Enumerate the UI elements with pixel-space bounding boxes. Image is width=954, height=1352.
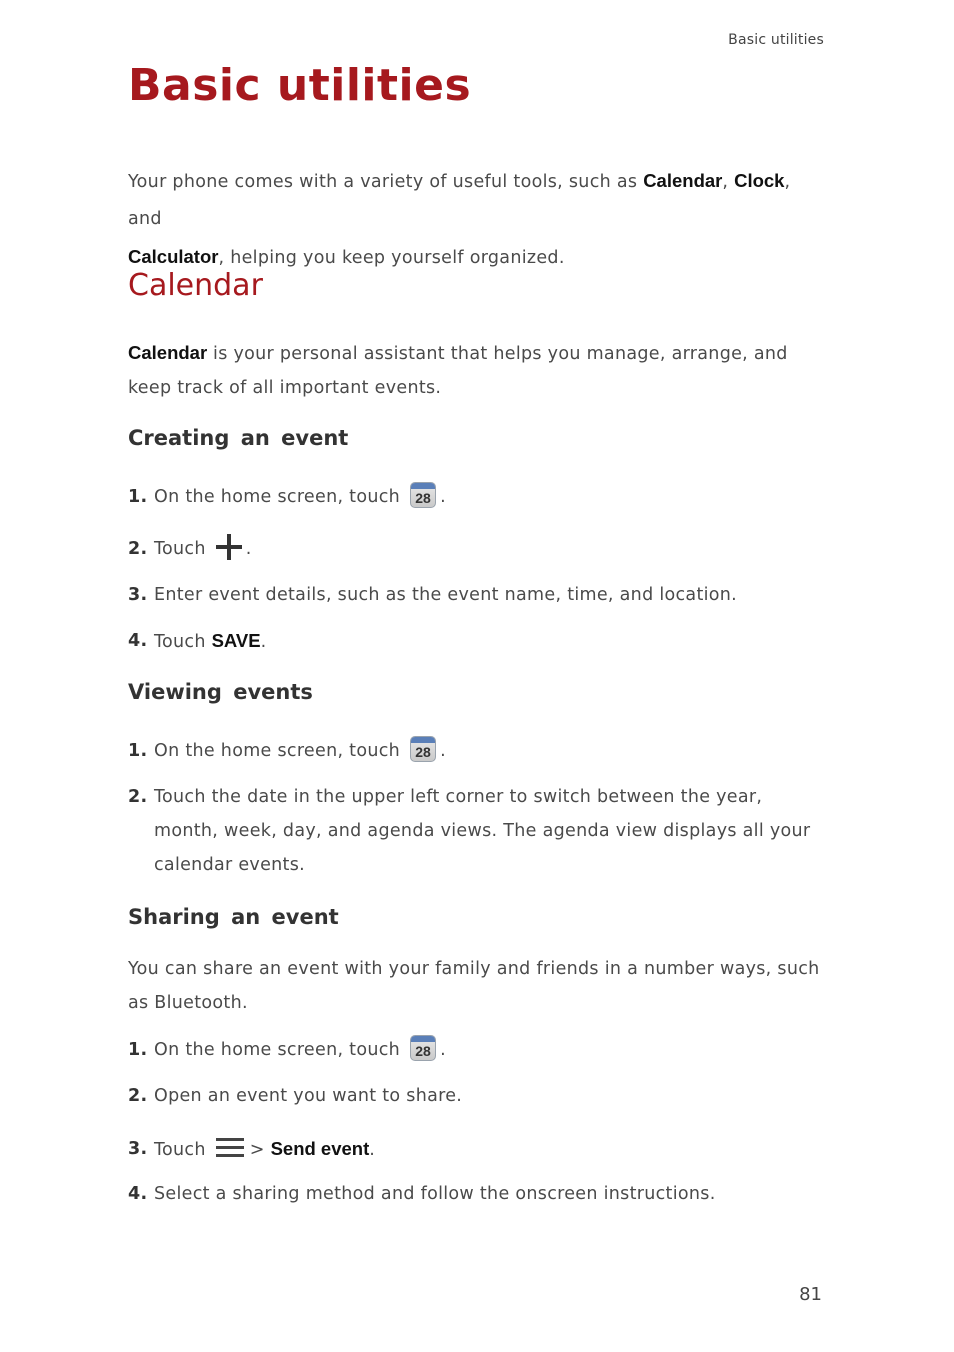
sharing-intro: You can share an event with your family and friends in a number ways, such as Bluetooth. xyxy=(128,959,820,1013)
step-text: Enter event details, such as the event name, time, and location. xyxy=(154,585,738,605)
menu-icon xyxy=(216,1138,244,1158)
step-number: 3. xyxy=(128,1139,148,1159)
sharing-step-1: 1. On the home screen, touch 28 . xyxy=(128,1033,828,1067)
creating-step-4: 4. Touch SAVE. xyxy=(128,624,828,659)
step-number: 1. xyxy=(128,1040,148,1060)
intro-text-1: Your phone comes with a variety of useful tools, such as xyxy=(128,172,644,192)
section-title-calendar: Calendar xyxy=(128,268,263,303)
viewing-step-1: 1. On the home screen, touch 28 . xyxy=(128,734,828,768)
intro-text-4: , helping you keep yourself organized. xyxy=(218,248,565,268)
calendar-app-icon: 28 xyxy=(410,482,436,508)
term-clock: Clock xyxy=(734,170,785,191)
intro-text-2: , xyxy=(722,172,735,192)
term-send-event: Send event xyxy=(270,1138,370,1159)
step-text: Touch xyxy=(154,632,212,652)
creating-step-1: 1. On the home screen, touch 28 . xyxy=(128,480,828,514)
step-number: 4. xyxy=(128,1184,148,1204)
sharing-step-2 xyxy=(128,1079,828,1113)
step-number: 2. xyxy=(128,787,148,807)
step-text: Touch xyxy=(154,539,206,559)
step-text: Touch xyxy=(154,1140,206,1160)
page-title: Basic utilities xyxy=(128,60,472,111)
step-number: 3. xyxy=(128,585,148,605)
page-number: 81 xyxy=(799,1284,822,1305)
intro-paragraph xyxy=(128,162,828,277)
calendar-app-icon: 28 xyxy=(410,1035,436,1061)
calendar-intro xyxy=(128,336,828,405)
step-number: 1. xyxy=(128,487,148,507)
calendar-app-icon: 28 xyxy=(410,736,436,762)
term-calendar: Calendar xyxy=(643,170,723,191)
sharing-step-3: 3. Touch > Send event. xyxy=(128,1132,828,1167)
step-text: Open an event you want to share. xyxy=(154,1086,463,1106)
plus-icon xyxy=(216,534,242,560)
step-text: Select a sharing method and follow the onscreen instructions. xyxy=(154,1184,716,1204)
term-calendar-intro: Calendar xyxy=(128,342,208,363)
intro-text-3: , and xyxy=(128,172,791,229)
viewing-step-2 xyxy=(128,780,828,882)
heading-viewing-events: Viewing events xyxy=(128,680,313,704)
step-text: On the home screen, touch xyxy=(154,487,401,507)
step-text: Touch the date in the upper left corner to switch between the year, month, week, day, and agenda views. The agenda view displays all your calendar events. xyxy=(154,787,811,875)
term-calculator: Calculator xyxy=(128,246,219,267)
step-text: On the home screen, touch xyxy=(154,1040,401,1060)
term-save: SAVE xyxy=(211,630,261,651)
step-number: 2. xyxy=(128,1086,148,1106)
creating-step-2: 2. Touch . xyxy=(128,532,828,566)
running-header: Basic utilities xyxy=(728,32,824,48)
creating-step-3 xyxy=(128,578,828,612)
sharing-step-4 xyxy=(128,1177,828,1211)
step-number: 4. xyxy=(128,631,148,651)
step-number: 1. xyxy=(128,741,148,761)
step-text: On the home screen, touch xyxy=(154,741,401,761)
heading-sharing-event: Sharing an event xyxy=(128,905,339,929)
calendar-intro-text: is your personal assistant that helps you manage, arrange, and keep track of all important events. xyxy=(128,344,788,398)
step-number: 2. xyxy=(128,539,148,559)
heading-creating-event: Creating an event xyxy=(128,426,349,450)
